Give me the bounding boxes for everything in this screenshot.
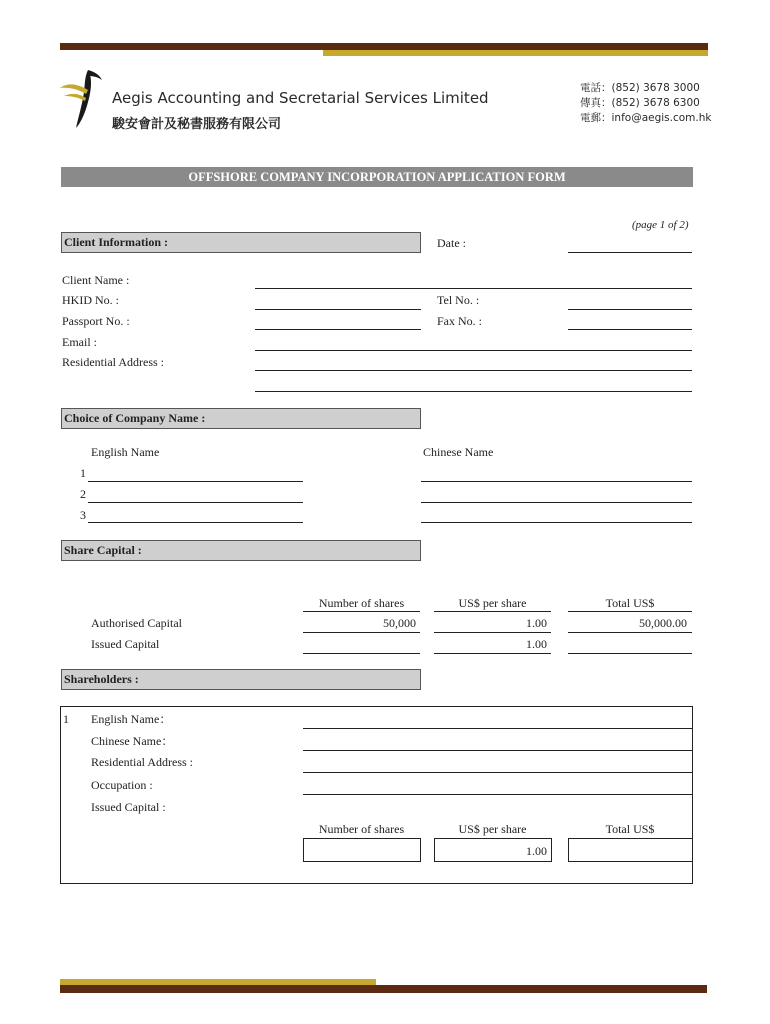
- shareholder-english-name-field[interactable]: [303, 728, 692, 729]
- header-underline: [434, 611, 551, 612]
- chinese-name-field-3[interactable]: [421, 522, 692, 523]
- shareholder-chinese-name-field[interactable]: [303, 750, 692, 751]
- authorised-total-value: 50,000.00: [639, 616, 687, 630]
- issued-shares-field[interactable]: [303, 653, 420, 654]
- page-indicator: (page 1 of 2): [632, 219, 689, 231]
- company-name-heading: Choice of Company Name :: [61, 408, 421, 429]
- passport-field[interactable]: [255, 329, 421, 330]
- top-gold-bar: [323, 50, 708, 56]
- shareholder-address-field[interactable]: [303, 772, 692, 773]
- shareholder-total-field[interactable]: [568, 838, 693, 862]
- authorised-row-line: [303, 632, 420, 633]
- authorised-shares-value: 50,000: [383, 616, 416, 630]
- english-name-field-1[interactable]: [88, 481, 303, 482]
- hkid-field[interactable]: [255, 309, 421, 310]
- authorised-capital-label: Authorised Capital: [91, 616, 182, 630]
- issued-row-line: [434, 653, 551, 654]
- contact-tel: 電話：(852) 3678 3000: [580, 82, 700, 94]
- date-field[interactable]: [568, 252, 692, 253]
- shareholder-col-total-header: Total US$: [605, 822, 655, 836]
- hkid-label: HKID No. :: [62, 293, 119, 307]
- client-name-field[interactable]: [255, 288, 692, 289]
- header-underline: [568, 611, 692, 612]
- passport-label: Passport No. :: [62, 314, 130, 328]
- shareholder-per-share-value: 1.00: [526, 844, 547, 858]
- shareholder-col-shares-header: Number of shares: [318, 822, 405, 836]
- shareholders-heading: Shareholders :: [61, 669, 421, 690]
- authorised-per-share-value: 1.00: [526, 616, 547, 630]
- email-label: Email :: [62, 335, 97, 349]
- form-title: OFFSHORE COMPANY INCORPORATION APPLICATION FORM: [61, 167, 693, 187]
- client-name-label: Client Name :: [62, 273, 130, 287]
- authorised-row-line: [434, 632, 551, 633]
- address-field-line-2[interactable]: [255, 391, 692, 392]
- client-info-heading: Client Information :: [61, 232, 421, 253]
- tel-field[interactable]: [568, 309, 692, 310]
- authorised-row-line: [568, 632, 692, 633]
- email-field[interactable]: [255, 350, 692, 351]
- col-shares-header: Number of shares: [318, 596, 405, 610]
- english-name-field-2[interactable]: [88, 502, 303, 503]
- chinese-name-field-2[interactable]: [421, 502, 692, 503]
- header-underline: [303, 611, 420, 612]
- english-name-field-3[interactable]: [88, 522, 303, 523]
- bottom-brown-bar: [60, 985, 707, 993]
- shareholder-chinese-name-label: Chinese Name：: [91, 734, 174, 748]
- aegis-logo-icon: [58, 68, 110, 130]
- top-brown-bar: [60, 43, 708, 50]
- name-row-number: 3: [80, 508, 86, 522]
- fax-label: Fax No. :: [437, 314, 482, 328]
- shareholder-occupation-field[interactable]: [303, 794, 692, 795]
- english-name-label: English Name: [91, 445, 160, 459]
- shareholder-shares-field[interactable]: [303, 838, 421, 862]
- address-label: Residential Address :: [62, 355, 164, 369]
- address-field-line-1[interactable]: [255, 370, 692, 371]
- company-name-zh: 駿安會計及秘書服務有限公司: [112, 117, 282, 132]
- issued-capital-label: Issued Capital: [91, 637, 160, 651]
- tel-label: Tel No. :: [437, 293, 480, 307]
- date-label: Date :: [437, 236, 466, 250]
- contact-email: 電郵：info@aegis.com.hk: [580, 112, 712, 124]
- shareholder-english-name-label: English Name：: [91, 712, 172, 726]
- fax-field[interactable]: [568, 329, 692, 330]
- name-row-number: 1: [80, 466, 86, 480]
- shareholder-address-label: Residential Address :: [91, 755, 193, 769]
- share-capital-heading: Share Capital :: [61, 540, 421, 561]
- issued-total-field[interactable]: [568, 653, 692, 654]
- company-name-en: Aegis Accounting and Secretarial Services Limited: [112, 89, 489, 107]
- chinese-name-field-1[interactable]: [421, 481, 692, 482]
- col-total-header: Total US$: [605, 596, 655, 610]
- issued-per-share-value: 1.00: [526, 637, 547, 651]
- shareholder-issued-capital-label: Issued Capital :: [91, 800, 166, 814]
- shareholder-col-per-share-header: US$ per share: [458, 822, 527, 836]
- contact-fax: 傳真：(852) 3678 6300: [580, 97, 700, 109]
- name-row-number: 2: [80, 487, 86, 501]
- shareholder-occupation-label: Occupation :: [91, 778, 153, 792]
- shareholder-index: 1: [63, 712, 69, 726]
- chinese-name-label: Chinese Name: [423, 445, 494, 459]
- col-per-share-header: US$ per share: [458, 596, 527, 610]
